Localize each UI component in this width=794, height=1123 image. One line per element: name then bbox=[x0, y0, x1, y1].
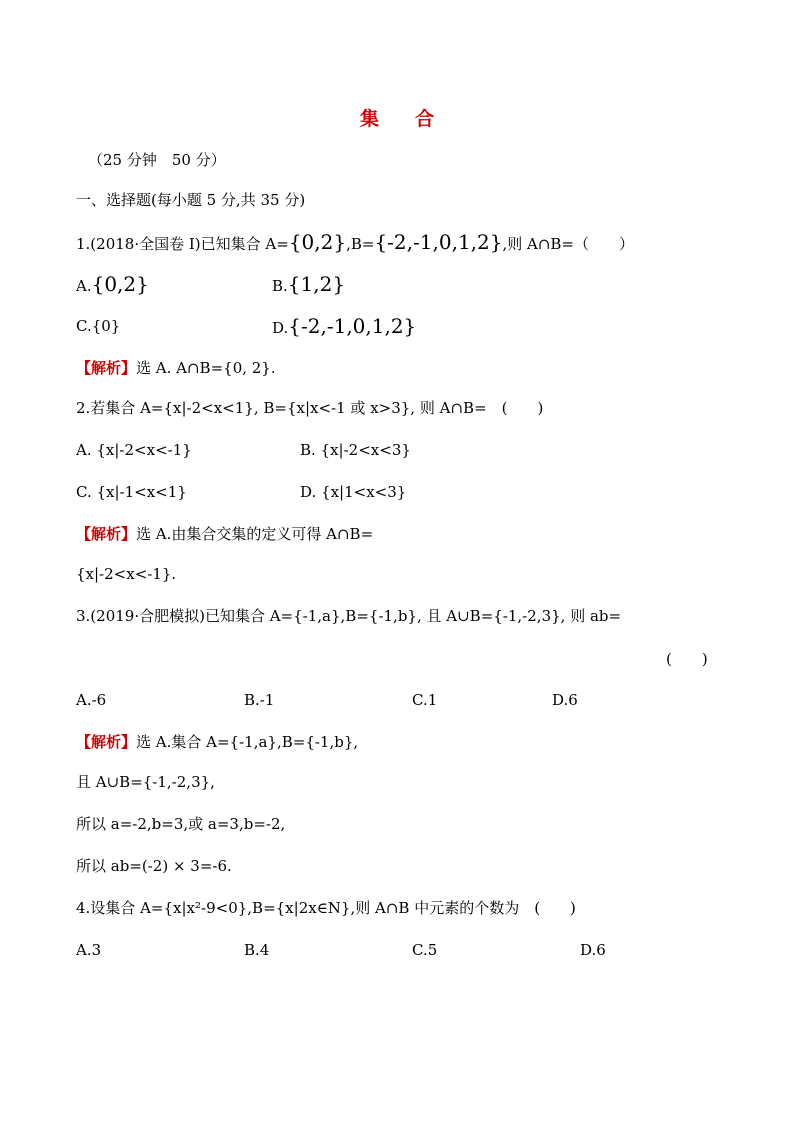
q1-option-d bbox=[272, 316, 416, 338]
section-heading: 一、选择题(每小题 5 分,共 35 分) bbox=[76, 191, 306, 209]
q1-option-a-text: {0,2} bbox=[91, 272, 149, 296]
q1-option-a-label: A. bbox=[76, 277, 92, 295]
q1-analysis-tag: 【解析】 bbox=[76, 359, 137, 377]
q1-mid: ,B= bbox=[346, 235, 375, 253]
q1-analysis bbox=[76, 358, 276, 378]
q3-option-d: D.6 bbox=[552, 691, 578, 709]
q3-option-a: A.-6 bbox=[76, 691, 107, 709]
q1-stem-text: 1.(2018·全国卷 I)已知集合 A= bbox=[76, 235, 289, 253]
q1-option-c bbox=[76, 316, 120, 336]
q1-option-c-text: {0} bbox=[91, 317, 121, 335]
q2-stem: 2.若集合 A={x|-2<x<1}, B={x|x<-1 或 x>3}, 则 A∩B= ( ) bbox=[76, 399, 544, 417]
page-title: 集合 bbox=[359, 108, 470, 130]
q4-option-c: C.5 bbox=[412, 941, 438, 959]
q3-option-b: B.-1 bbox=[244, 691, 275, 709]
q3-analysis-line2: 且 A∪B={-1,-2,3}, bbox=[76, 773, 215, 791]
q1-set-a: {0,2} bbox=[288, 230, 347, 254]
q4-option-a: A.3 bbox=[76, 941, 102, 959]
q1-tail: ,则 A∩B=（ ） bbox=[502, 235, 635, 253]
q2-option-c: C. {x|-1<x<1} bbox=[76, 483, 187, 501]
q2-analysis-text: 选 A.由集合交集的定义可得 A∩B= bbox=[136, 525, 374, 543]
q2-option-d: D. {x|1<x<3} bbox=[300, 483, 407, 501]
q1-option-c-label: C. bbox=[76, 317, 92, 335]
q3-analysis-line3: 所以 a=-2,b=3,或 a=3,b=-2, bbox=[76, 815, 286, 833]
q1-set-b: {-2,-1,0,1,2} bbox=[374, 230, 503, 254]
q3-analysis-line4: 所以 ab=(-2) × 3=-6. bbox=[76, 857, 232, 875]
time-score: （25 分钟 50 分） bbox=[88, 151, 226, 169]
q3-stem: 3.(2019·合肥模拟)已知集合 A={-1,a},B={-1,b}, 且 A∪B={-1,-2,3}, 则 ab= bbox=[76, 607, 622, 625]
q2-analysis bbox=[76, 524, 373, 544]
q1-option-b-label: B. bbox=[272, 277, 288, 295]
q2-option-a: A. {x|-2<x<-1} bbox=[76, 441, 192, 459]
q3-analysis bbox=[76, 732, 358, 752]
q2-analysis-tag: 【解析】 bbox=[76, 525, 137, 543]
q1-option-d-text: {-2,-1,0,1,2} bbox=[288, 314, 417, 338]
q4-option-b: B.4 bbox=[244, 941, 270, 959]
q2-option-b: B. {x|-2<x<3} bbox=[300, 441, 411, 459]
q1-option-b bbox=[272, 274, 345, 296]
q1-option-d-label: D. bbox=[272, 319, 289, 337]
q3-analysis-tag: 【解析】 bbox=[76, 733, 137, 751]
q2-analysis-cont: {x|-2<x<-1}. bbox=[76, 565, 177, 583]
q1-stem bbox=[76, 232, 634, 254]
q3-analysis-text: 选 A.集合 A={-1,a},B={-1,b}, bbox=[136, 733, 359, 751]
q1-option-b-text: {1,2} bbox=[287, 272, 346, 296]
q1-analysis-text: 选 A. A∩B={0, 2}. bbox=[136, 359, 276, 377]
q3-option-c: C.1 bbox=[412, 691, 438, 709]
q1-option-a bbox=[76, 274, 149, 296]
q4-stem: 4.设集合 A={x|x²-9<0},B={x|2x∈N},则 A∩B 中元素的个数为 ( ) bbox=[76, 899, 576, 917]
q4-option-d: D.6 bbox=[580, 941, 606, 959]
q3-answer-paren: ( ) bbox=[666, 650, 708, 668]
